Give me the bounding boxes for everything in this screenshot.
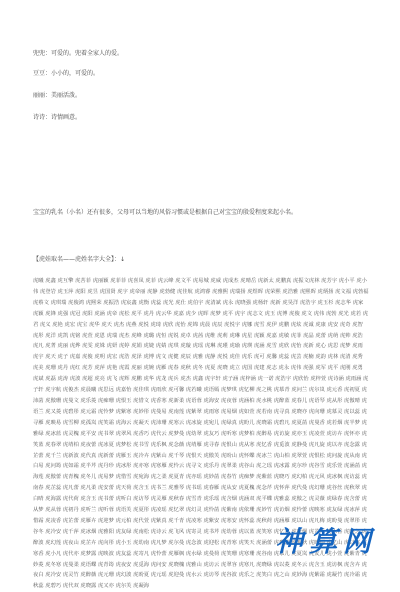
definition-line: 兜兜：可爱的。兜着全家人的爱。 (33, 50, 124, 57)
name-list: 虎曦 虎鑫 虎互擎 虎菩菲 虎丽颖 虎菲菲 虎喜凤 虎菲 虎云峰 虎文平 虎易城 虎威 虎成杰 虎晴岳 虎新太 虎鹏真 虎振文虎林 虎芳宇 虎小平 虎小伟 虎登岩 虎玉萍 虎阳 虎昱 虎国贤 虎宇 虎帝丽 虎静 虎勃健 虎佳航 虎鸿睿 虎雅熙 虎瑞扬 虎煜晖 虎荣熙 虎浩雅 虎熙晖 虎炳扬 虎文福 虎勃福 虎蔡文 虎琪瑞 虎俊鸿 虎熙荣 虎振浩 虎宸鑫 虎衡 虎蕊 虎光 虎仕 虎伯宇 虎清斌 虎永 虎晓强 虎杨轩 虎新 虎昊洋 虎浩宇 虎玉杉 虎志华 虎家 虎颖 虎锋 虎强 虎冠 虎阳 虎涵 虎帝 虎松 虎平 虎丹 虎云华 虎嘉 虎少 虎晖 虎梦 虎平 虎宇 虎志文 虎玉 虎博 虎俊 虎文 虎伟 虎勃 虎光 虎若 虎君 虎义 虎艳 虎宏 虎宝 虎华 虎天 虎杰 虎燕 虎悦 虎琦 虎欣 虎怡 虎锦 虎晨 虎辰 虎悦宇 虎娜 虎雪 虎伊 虎鹏 虎炫 虎诚 虎康 虎安 虎奇 虎智 虎彤 虎洋 虎凯 虎铭 虎萱 虎恩 虎瑞 虎杰 虎峰 虎璐 虎恒 虎锐 虎卓 虎茜 虎维 虎莉 虎琳 虎星 虎颖 虎嘉 虎敏 虎菲 虎晶 虎蕾 虎萌 虎帅 虎浩 虎凡 虎菁 虎丽 虎烨 虎雯 虎姝 虎妍 虎婷 虎娟 虎婕 虎婧 虎琪 虎璇 虎瑶 虎琳 虎瑾 虎瑜 虎瑛 虎涵 虎雪 虎欣 虎怡 虎新 虎心 虎思 虎梦 虎雨 虎宇 虎天 虎子 虎嘉 虎俊 虎明 虎宏 虎浩 虎泽 虎博 虎文 虎健 虎辰 虎雅 虎静 虎悦 虎佳 虎乐 虎可 虎馨 虎蕊 虎芸 虎楠 虎韵 虎林 虎清 虎秀 虎美 虎珊 虎丹 虎红 虎芳 虎萍 虎艳 虎霞 虎丽 虎婉 虎雁 虎春 虎秋 虎冬 虎夏 虎晓 虎立 虎国 虎建 虎志 虎永 虎伟 虎强 虎军 虎平 虎刚 虎勇 虎斌 虎磊 虎涛 虎波 虎超 虎亮 虎飞 虎辉 虎鹏 虎华 虎龙 虎兵 虎杰 虎鑫 虎宇轩 虎子涵 虎梓涵 虎一诺 虎浩宇 虎欣怡 虎梓萱 虎诗涵 虎雨涵 虎子轩 虎宇航 虎俊杰 虎晨曦 虎思远 虎嘉怡 虎佳琪 虎雨欣 虎可馨 虎若曦 虎语嫣 虎梦琪 虎忆柳 虎之桃 虎慕青 虎问兰 虎尔岚 虎元香 虎初夏 虎沛菡 虎傲珊 虎曼文 虎乐菱 虎痴珊 虎恨玉 虎惜文 虎香寒 虎新柔 虎语蓉 虎海安 虎夜蓉 虎涵柏 虎水桃 虎醉蓝 虎春儿 虎语琴 虎从彤 虎傲晴 虎语兰 虎又菱 虎碧彤 虎元霜 虎怜梦 虎紫寒 虎妙彤 虎曼易 虎南莲 虎紫翠 虎雨寒 虎易烟 虎如萱 虎若南 虎寻真 虎晓亦 虎向珊 虎慕灵 虎以蕊 虎寻雁 虎映易 虎雪柳 虎孤岚 虎笑霜 虎海云 虎凝天 虎沛珊 虎寒云 虎冰旋 虎宛儿 虎绿真 虎盼儿 虎晓霜 虎碧凡 虎夏菡 虎曼香 虎若烟 虎半梦 虎雅绿 虎冰蓝 虎灵槐 虎平安 虎书翠 虎翠风 虎香巧 虎代云 虎梦曼 虎幼翠 虎友巧 虎听寒 虎梦柏 虎醉易 虎访旋 虎亦玉 虎凌萱 虎访卉 虎怀亦 虎笑蓝 虎春翠 虎靖柏 虎夜蕾 虎冰夏 虎梦松 虎书雪 虎乐枫 虎念薇 虎靖雁 虎寻春 虎恨山 虎从寒 虎忆香 虎觅波 虎静曼 虎凡旋 虎以亦 虎念露 虎芷蕾 虎千兰 虎新波 虎代真 虎新蕾 虎雁玉 虎冷卉 虎紫山 虎千琴 虎恨天 虎傲芙 虎盼山 虎怀蝶 虎冰兰 虎山柏 虎翠萱 虎恨松 虎问旋 虎从南 虎白易 虎问筠 虎如霜 虎半芹 虎丹珍 虎冰彤 虎亦寒 虎寒雁 虎怜云 虎寻文 虎乐丹 虎翠柔 虎谷山 虎之瑶 虎冰露 虎尔珍 虎谷雪 虎乐萱 虎涵菡 虎海莲 虎傲蕾 虎青槐 虎冬儿 虎易梦 虎惜雪 虎宛海 虎之柔 虎夏青 虎亦瑶 虎妙菡 虎春竹 虎痴梦 虎紫蓝 虎晓巧 虎幻柏 虎元风 虎冰枫 虎访蕊 虎南春 虎芷蕊 虎凡蕾 虎凡柔 虎安蕾 虎天荷 虎含玉 虎书兰 虎雅琴 虎书瑶 虎春雁 虎从安 虎夏槐 虎念芹 虎怀萍 虎代曼 虎幻珊 虎谷丝 虎秋翠 虎白晴 虎海露 虎代荷 虎含玉 虎书蕾 虎听白 虎访琴 虎灵雁 虎秋春 虎雪青 虎乐瑶 虎含烟 虎涵双 虎平蝶 虎雅蕊 虎傲之 虎灵薇 虎绿春 虎含蕾 虎从梦 虎从蓉 虎初丹 虎听兰 虎听蓉 虎语芙 虎夏彤 虎凌瑶 虎忆翠 虎幻灵 虎怜菡 虎紫南 虎依珊 虎妙竹 虎访烟 虎怜蕾 虎映寒 虎友绿 虎冰萍 虎惜霜 虎凌香 虎芷蕾 虎雁卉 虎迎梦 虎元柏 虎代萱 虎紫真 虎千青 虎凌寒 虎紫安 虎寒安 虎怀蕊 虎秋荷 虎涵雁 虎以山 虎凡梅 虎盼曼 虎翠彤 虎谷冬 虎冷安 虎千萍 虎冰烟 虎雅阳 虎友绿 虎南松 虎诗云 虎飞风 虎寄灵 虎书芹 虎幼蓉 虎以蓝 虎笑寒 虎忆寒 虎秋烟 虎芷巧 虎水香 虎映之 虎醉波 虎幻莲 虎夜山 虎芷卉 虎向彤 虎小玉 虎幼南 虎凡梦 虎尔曼 虎念波 虎迎松 虎青寒 虎笑天 虎涵蕾 虎碧菡 虎映秋 虎盼烟 虎忆山 虎以寒 虎寒香 虎小凡 虎代亦 虎梦露 虎映波 虎友蕊 虎寄凡 虎怜蕾 虎雁枫 虎水绿 虎曼荷 虎笑珊 虎寒珊 虎谷南 虎慕儿 虎夏岚 虎友儿 虎小萱 虎紫青 虎妙菱 虎冬寒 虎曼柔 虎语蝶 虎青筠 虎夜安 虎觅海 虎问安 虎晓槐 虎雅山 虎访云 虎翠容 虎寒凡 虎晓绿 虎以菱 虎冬云 虎含玉 虎访枫 虎含卉 虎夜白 虎冷安 虎灵竹 虎醉薇 虎元珊 虎幻波 虎盼夏 虎元瑶 虎迎曼 虎水云 虎访琴 虎谷波 虎乐之 虎笑白 虎之山 虎妙海 虎紫霜 虎凝竹 虎冷霜 虎秋蕊 虎碧巧 虎代双 虎晓露 虎又亦 虎尔芙 虎凝海 (33, 278, 369, 590)
definition-line: 诗诗：诗情画意。 (33, 114, 82, 121)
section-title: 【虎娃取名——虎姓名字大全】：↓ (33, 256, 126, 263)
intro-paragraph: 宝宝的乳名（小名）还有很多，父母可以当地的风俗习惯或是根据自己对宝宝的殷爱程度来起小名。 (33, 209, 298, 216)
definition-line: 豆豆：小小的，可爱的。 (33, 70, 100, 77)
logo-text: 神算网 (275, 525, 378, 558)
site-logo[interactable] (275, 520, 395, 560)
definition-line: 丽丽：美丽活泼。 (33, 92, 82, 99)
